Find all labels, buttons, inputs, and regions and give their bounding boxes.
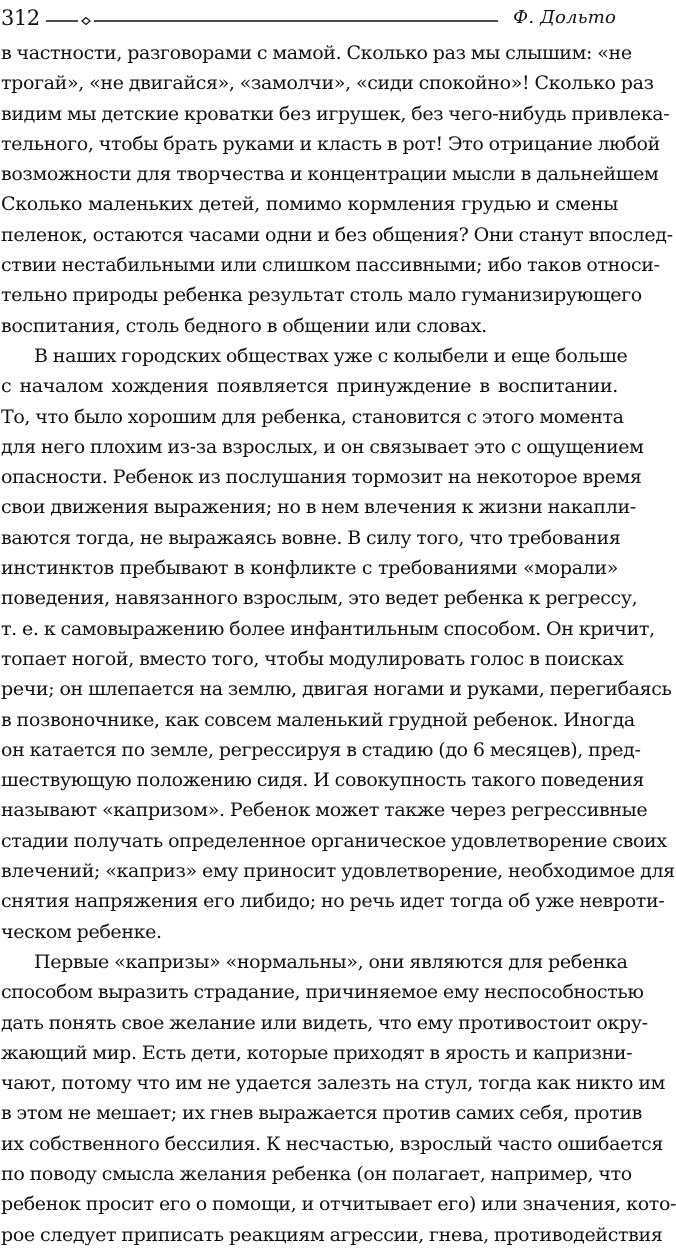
- paragraph-2: [1, 341, 675, 947]
- text-line: чают, потому что им не удается залезть на стул, тогда как никто им: [1, 1072, 666, 1095]
- text-line: свои движения выражения; но в нем влечения к жизни накапли-: [1, 496, 636, 519]
- text-line: их собственного бессилия. К несчастью, взрослый часто ошибается: [1, 1132, 664, 1155]
- paragraph-1: [1, 38, 673, 341]
- text-line: для него плохим из-за взрослых, и он связывает это с ощущением: [1, 435, 644, 458]
- header-rule-ornament: [46, 15, 498, 27]
- text-line: в частности, разговорами с мамой. Сколько раз мы слышим: «не: [1, 42, 632, 64]
- text-line: дать понять свое желание или видеть, что ему противостоит окру-: [1, 1011, 648, 1034]
- text-line: Сколько маленьких детей, помимо кормления грудью и смены: [1, 193, 618, 216]
- text-line: трогай», «не двигайся», «замолчи», «сиди спокойно»! Сколько раз: [1, 72, 654, 95]
- paragraph-3: [1, 947, 676, 1250]
- text-line: ребенок просит его о помощи, и отчитывает его) или значения, кото-: [1, 1193, 676, 1216]
- text-line: т. е. к самовыражению более инфантильным способом. Он кричит,: [1, 617, 655, 640]
- text-line: пеленок, остаются часами одни и без общения? Они станут впослед-: [1, 223, 673, 246]
- text-line: он катается по земле, регрессируя в стадию (до 6 месяцев), пред-: [1, 738, 641, 761]
- text-line: возможности для творчества и концентрации мысли в дальнейшем: [1, 163, 659, 186]
- text-line: ствии нестабильными или слишком пассивными; ибо таков относи-: [1, 254, 660, 277]
- text-line: воспитания, столь бедного в общении или словах.: [1, 314, 487, 337]
- text-line: жающий мир. Есть дети, которые приходят в ярость и капризни-: [1, 1041, 633, 1064]
- text-line: рое следует приписать реакциям агрессии, гнева, противодействия: [1, 1223, 663, 1246]
- text-line: поведения, навязанного взрослым, это ведет ребенка к регрессу,: [1, 587, 638, 610]
- text-line: по поводу смысла желания ребенка (он полагает, например, что: [1, 1162, 632, 1185]
- page-header: [0, 0, 620, 40]
- text-line: топает ногой, вместо того, чтобы модулировать голос в поисках: [1, 647, 624, 670]
- text-line: с началом хождения появляется принуждение в воспитании.: [1, 375, 618, 398]
- text-line: шествующую положению сидя. И совокупность такого поведения: [1, 769, 644, 792]
- text-line: тельно природы ребенка результат столь мало гуманизирующего: [1, 284, 642, 307]
- text-line: тельного, чтобы брать руками и класть в рот! Это отрицание любой: [1, 132, 660, 155]
- text-line: снятия напряжения его либидо; но речь идет тогда об уже невроти-: [1, 890, 665, 913]
- text-line: ваются тогда, не выражаясь вовне. В силу того, что требования: [1, 526, 621, 549]
- text-line: способом выразить страдание, причиняемое ему неспособностью: [1, 981, 644, 1004]
- text-line: в позвоночнике, как совсем маленький грудной ребенок. Иногда: [1, 708, 635, 731]
- text-line: называют «капризом». Ребенок может также через регрессивные: [1, 799, 648, 822]
- text-line: стадии получать определенное органическое удовлетворение своих: [1, 829, 667, 852]
- running-head-author: Ф. Дольто: [513, 7, 616, 28]
- text-line: видим мы детские кроватки без игрушек, без чего-нибудь привлека-: [1, 102, 670, 125]
- text-line: инстинктов пребывают в конфликте с требованиями «морали»: [1, 557, 618, 580]
- text-line: речи; он шлепается на землю, двигая ногами и руками, перегибаясь: [1, 678, 672, 701]
- text-line: ческом ребенке.: [1, 920, 162, 943]
- page-number: 312: [1, 6, 40, 30]
- text-line: В наших городских обществах уже с колыбели и еще больше: [34, 344, 628, 367]
- text-line: То, что было хорошим для ребенка, становится с этого момента: [1, 405, 624, 428]
- text-line: опасности. Ребенок из послушания тормозит на некоторое время: [1, 466, 642, 489]
- text-line: влечений; «каприз» ему приносит удовлетворение, необходимое для: [1, 860, 675, 883]
- body-text: [1, 38, 676, 1250]
- text-line: в этом не мешает; их гнев выражается против самих себя, против: [1, 1102, 643, 1125]
- text-line: Первые «капризы» «нормальны», они являются для ребенка: [34, 950, 628, 973]
